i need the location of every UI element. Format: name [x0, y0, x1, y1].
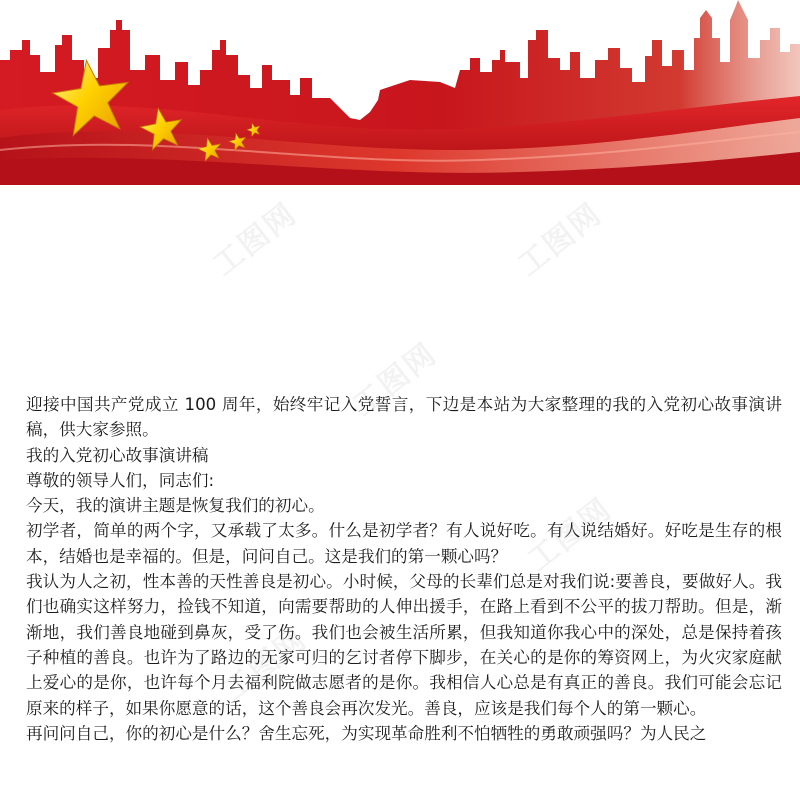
- header-banner: [0, 0, 800, 185]
- article-paragraph: 再问问自己，你的初心是什么？舍生忘死，为实现革命胜利不怕牺牲的勇敢顽强吗？为人民之: [26, 723, 707, 743]
- article-body: [26, 392, 782, 746]
- watermark: 工图网: [346, 336, 444, 424]
- watermark: 工图网: [521, 491, 619, 579]
- watermark: 工图网: [206, 196, 304, 284]
- article-intro: 迎接中国共产党成立 100 周年，始终牢记入党誓言，下边是本站为大家整理的我的入党初心故事演讲稿，供大家参照。: [26, 395, 782, 440]
- article-salutation: 尊敬的领导人们，同志们:: [26, 470, 215, 490]
- watermark: 工图网: [216, 621, 314, 709]
- banner-graphic: [0, 0, 800, 185]
- article-title: 我的入党初心故事演讲稿: [26, 445, 209, 465]
- article-paragraph: 今天，我的演讲主题是恢复我们的初心。: [26, 496, 325, 516]
- article-paragraph: 初学者，简单的两个字，又承载了太多。什么是初学者？有人说好吃。有人说结婚好。好吃是生存的根本，结婚也是幸福的。但是，问问自己。这是我们的第一颗心吗？: [26, 521, 782, 566]
- article-paragraph: 我认为人之初，性本善的天性善良是初心。小时候，父母的长辈们总是对我们说:要善良，要做好人。我们也确实这样努力，捡钱不知道，向需要帮助的人伸出援手，在路上看到不公平的拔刀帮助。但是，渐渐地，我们善良地碰到鼻灰，受了伤。我们也会被生活所累，但我知道你我心中的深处，总是保持着孩子种植的善良。也许为了路边的无家可归的乞讨者停下脚步，在关心的是你的筹资网上，为火灾家庭献上爱心的是你，也许每个月去福利院做志愿者的是你。我相信人心总是有真正的善良。我们可能会忘记原来的样子，如果你愿意的话，这个善良会再次发光。善良，应该是我们每个人的第一颗心。: [26, 572, 782, 718]
- watermark: 工图网: [511, 196, 609, 284]
